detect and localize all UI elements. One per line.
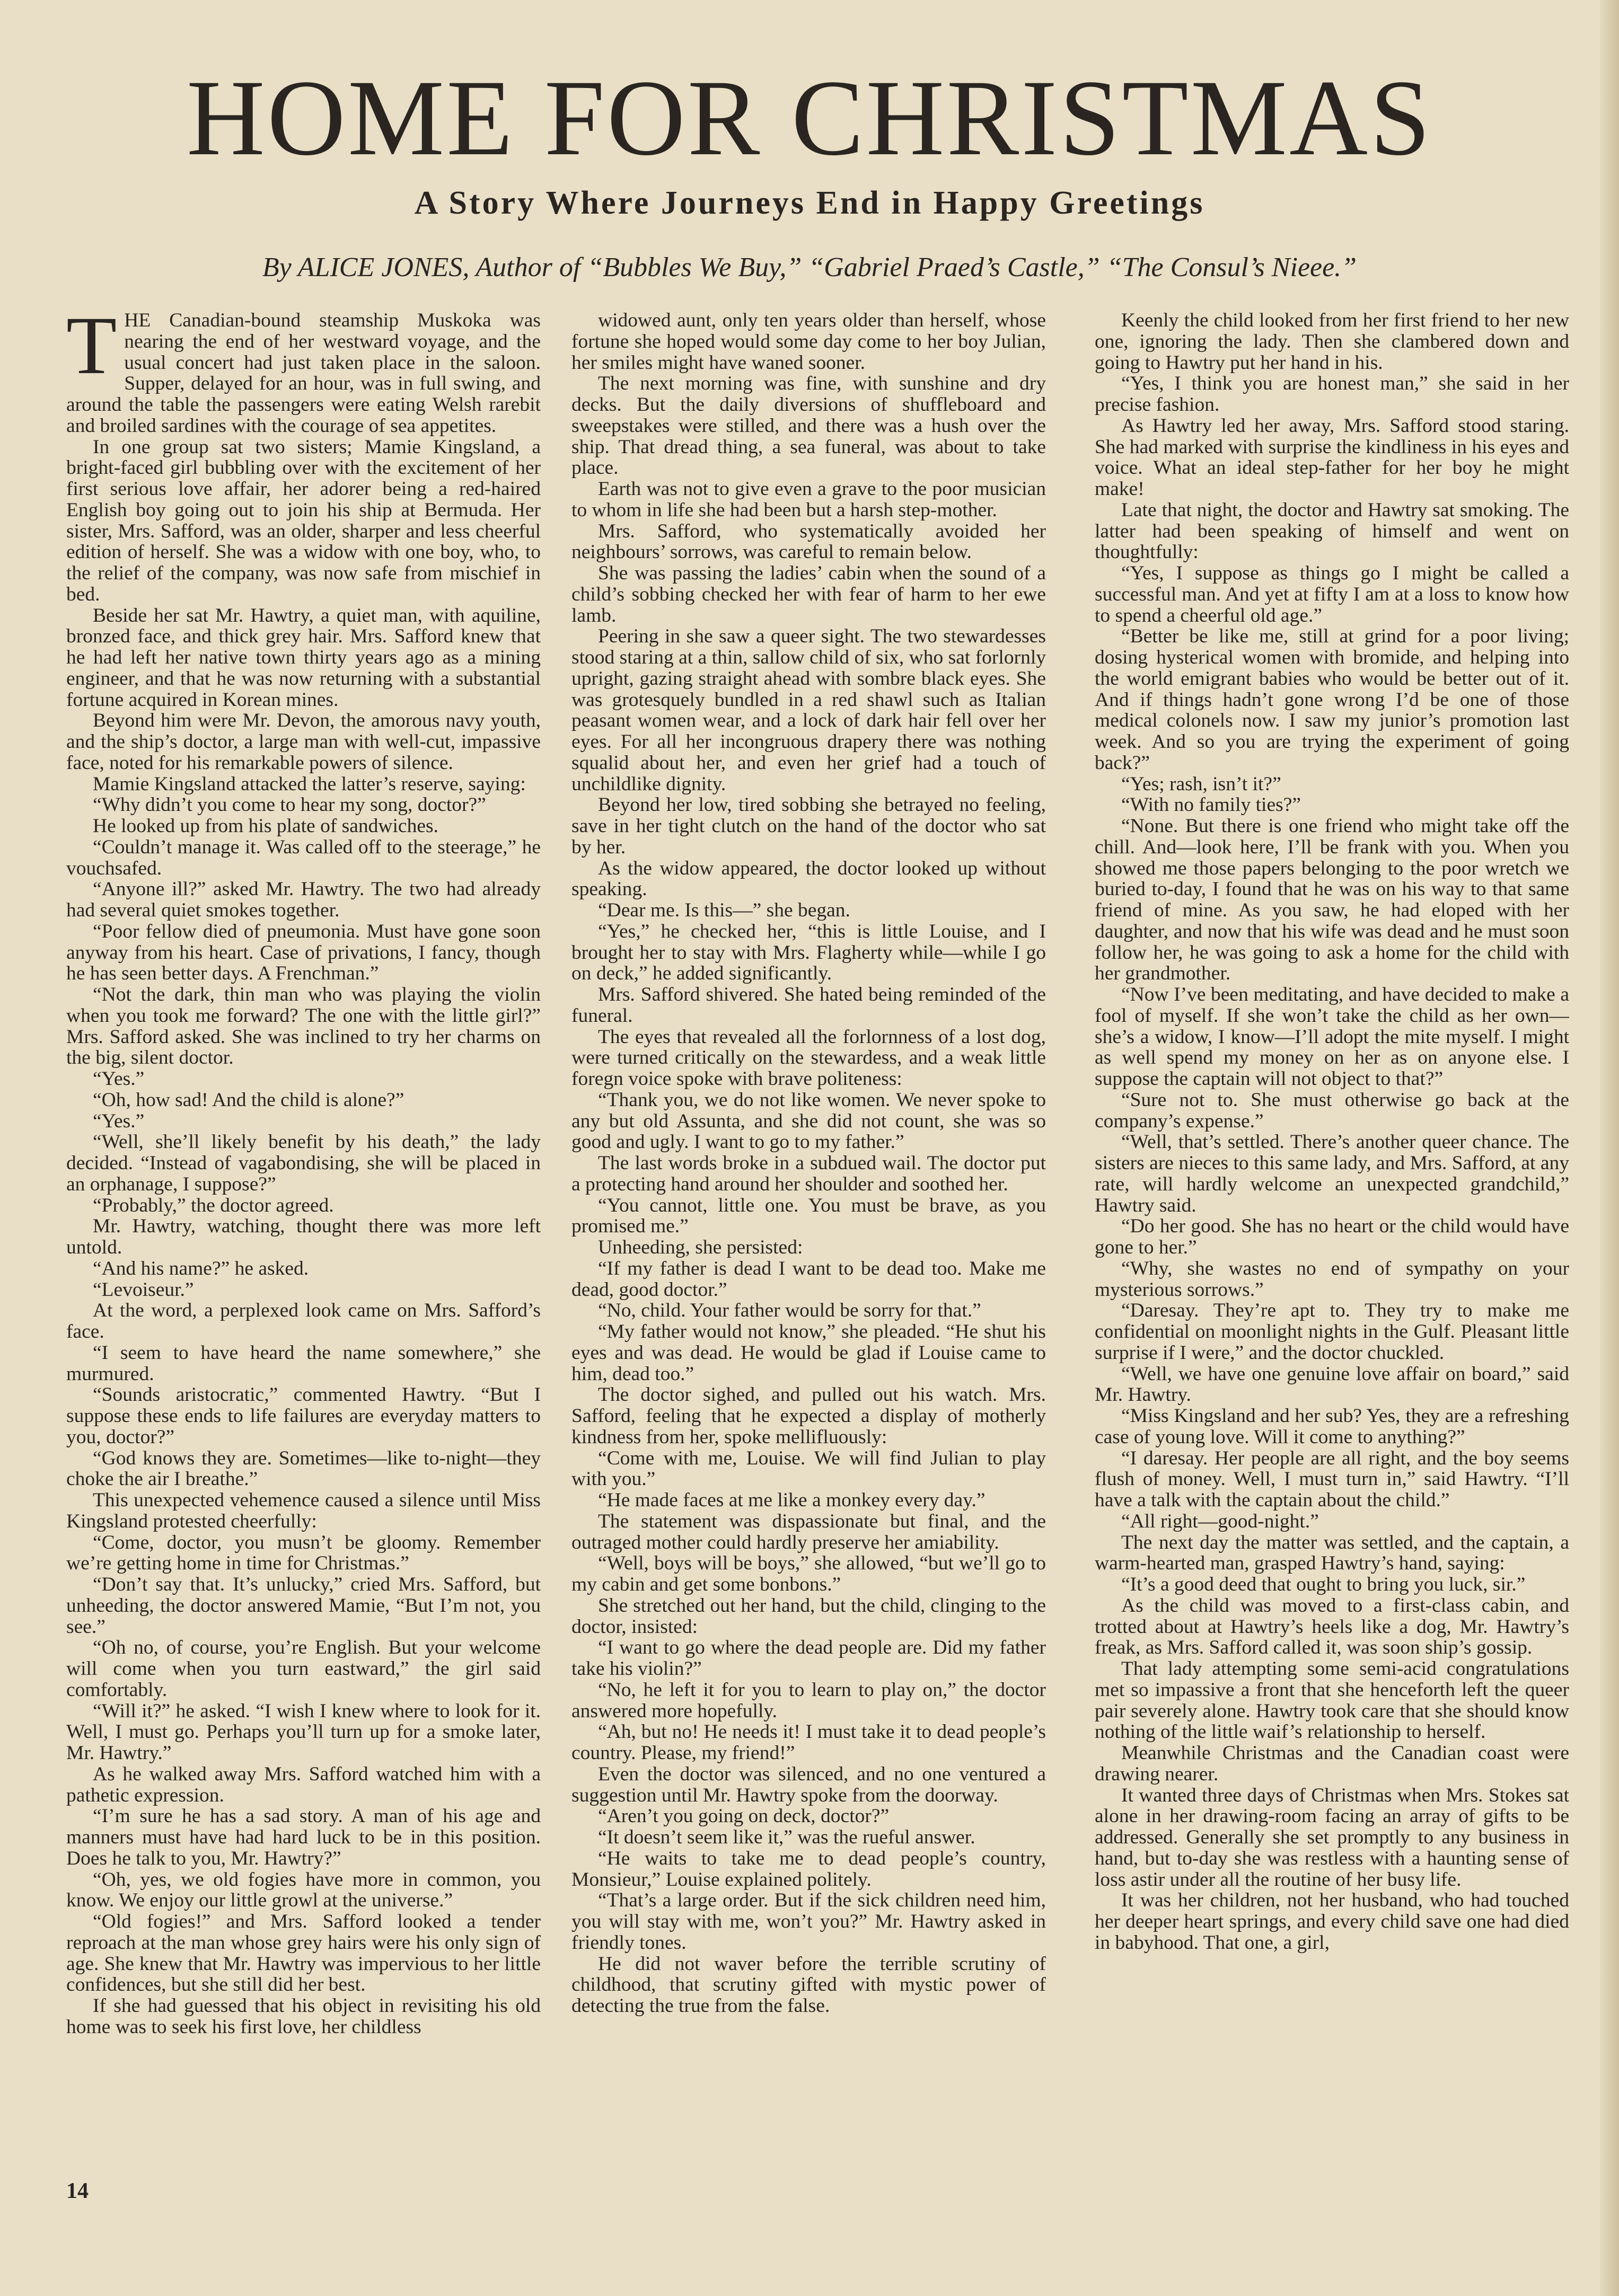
paragraph — [66, 310, 541, 437]
paragraph: Mamie Kingsland attacked the latter’s reserve, saying: — [93, 773, 526, 795]
paragraph: “All right—good-night.” — [1121, 1510, 1319, 1532]
paragraph: “Will it?” he asked. “I wish I knew where to look for it. Well, I must go. Perhaps you’ll turn up for a smoke later, Mr. Hawtry.” — [66, 1700, 541, 1764]
paragraph: “Well, boys will be boys,” she allowed, “but we’ll go to my cabin and get some bonbons.” — [571, 1552, 1046, 1595]
paragraph: “Come, doctor, you musn’t be gloomy. Remember we’re getting home in time for Christmas.” — [66, 1531, 541, 1575]
paragraph: “Well, that’s settled. There’s another queer chance. The sisters are nieces to this same lady, and Mrs. Safford, at any rate, will hardly welcome an unexpected grandchild,” Hawtry said. — [1095, 1131, 1569, 1216]
paragraph: “It doesn’t seem like it,” was the rueful answer. — [598, 1826, 975, 1848]
paragraph: “Sounds aristocratic,” commented Hawtry. “But I suppose these ends to life failures are everyday matters to you, doctor?” — [66, 1384, 541, 1448]
paragraph: “He waits to take me to dead people’s country, Monsieur,” Louise explained politely. — [571, 1847, 1046, 1891]
paragraph: He looked up from his plate of sandwiches. — [93, 815, 438, 837]
paragraph: “If my father is dead I want to be dead too. Make me dead, good doctor.” — [571, 1257, 1046, 1301]
page-edge — [1600, 0, 1619, 2296]
paragraph: “Ah, but no! He needs it! I must take it to dead people’s country. Please, my friend!” — [571, 1721, 1046, 1764]
paragraph: Unheeding, she persisted: — [598, 1237, 803, 1258]
paragraph: In one group sat two sisters; Mamie Kingsland, a bright-faced girl bubbling over with the excitement of her first serious love affair, her adorer being a red-haired English boy going out to join his ship at Bermuda. Her sister, Mrs. Safford, was an older, sharper and less cheerful edition of herself. She was a widow with one boy, who, to the relief of the company, was now safe from mischief in bed. — [66, 436, 541, 605]
paragraph: “And his name?” he asked. — [93, 1257, 309, 1279]
paragraph: “Why didn’t you come to hear my song, doctor?” — [93, 794, 486, 816]
paragraph: “Oh no, of course, you’re English. But your welcome will come when you turn eastward,” the girl said comfortably. — [66, 1637, 541, 1701]
paragraph: “Daresay. They’re apt to. They try to make me confidential on moonlight nights in the Gulf. Pleasant little surprise if I were,” and the doctor chuckled. — [1095, 1300, 1569, 1364]
paragraph: “Better be like me, still at grind for a poor living; dosing hysterical women with bromide, and helping into the world emigrant babies who would be better out of it. And if things hadn’t gone wrong I’d be one of those medical colonels now. I saw my junior’s promotion last week. And so you are trying the experiment of going back?” — [1095, 625, 1569, 774]
paragraph: The eyes that revealed all the forlornness of a lost dog, were turned critically on the stewardess, and a weak little foregn voice spoke with brave politeness: — [571, 1026, 1046, 1090]
paragraph: “Do her good. She has no heart or the child would have gone to her.” — [1095, 1215, 1569, 1258]
paragraph: “Poor fellow died of pneumonia. Must have gone soon anyway from his heart. Case of privations, I fancy, though he has seen better days. A Frenchman.” — [66, 920, 541, 985]
paragraph: It was her children, not her husband, who had touched her deeper heart springs, and every child save one had died in babyhood. That one, a girl, — [1095, 1889, 1569, 1954]
paragraph: Beside her sat Mr. Hawtry, a quiet man, with aquiline, bronzed face, and thick grey hair. Mrs. Safford knew that he had left her native town thirty years ago as a mining engineer, and that he was now returning with a substantial fortune acquired in Korean mines. — [66, 604, 541, 711]
paragraph: The next morning was fine, with sunshine and dry decks. But the daily diversions of shuffleboard and sweepstakes were stilled, and there was a hush over the ship. That dread thing, a sea funeral, was about to take place. — [571, 373, 1046, 479]
paragraph: “I daresay. Her people are all right, and the boy seems flush of money. Well, I must turn in,” said Hawtry. “I’ll have a talk with the captain about the child.” — [1095, 1447, 1569, 1511]
paragraph: As Hawtry led her away, Mrs. Safford stood staring. She had marked with surprise the kindliness in his eyes and voice. What an ideal step-father for her boy he might make! — [1095, 414, 1569, 500]
paragraph-text: HE Canadian-bound steamship Muskoka was nearing the end of her westward voyage, and the usual concert had just taken place in the saloon. Supper, delayed for an hour, was in full swing, and around the table the passengers were eating Welsh rarebit and broiled sardines with the courage of sea appetites. — [66, 310, 541, 437]
article-byline: By ALICE JONES, Author of “Bubbles We Buy,” “Gabriel Praed’s Castle,” “The Consul’s Nieee.” — [262, 252, 1357, 282]
paragraph: “Yes,” he checked her, “this is little Louise, and I brought her to stay with Mrs. Flagherty while—while I go on deck,” he added significantly. — [571, 920, 1046, 985]
paragraph: “With no family ties?” — [1121, 794, 1301, 816]
paragraph: She stretched out her hand, but the child, clinging to the doctor, insisted: — [571, 1594, 1046, 1638]
text-column-1 — [66, 310, 541, 2160]
paragraph: “Why, she wastes no end of sympathy on your mysterious sorrows.” — [1095, 1257, 1569, 1301]
paragraph: “Now I’ve been meditating, and have decided to make a fool of myself. If she won’t take the child as her own—she’s a widow, I know—I’ll adopt the mite myself. I might as well spend my money on her as on anyone else. I suppose the captain will not object to that?” — [1095, 984, 1569, 1090]
paragraph: “Levoiseur.” — [93, 1278, 194, 1301]
paragraph: Peering in she saw a queer sight. The two stewardesses stood staring at a thin, sallow child of six, who sat forlornly upright, gazing straight ahead with sombre black eyes. She was grotesquely bundled in a red shawl such as Italian peasant women wear, and a lock of dark hair fell over her eyes. For all her incongruous drapery there was nothing squalid about her, and even her grief had a touch of unchildlike dignity. — [571, 625, 1046, 795]
paragraph: That lady attempting some semi-acid congratulations met so impassive a front that she henceforth left the queer pair severely alone. Hawtry took care that she should know nothing of the little waif’s relationship to herself. — [1095, 1658, 1569, 1743]
paragraph: As the widow appeared, the doctor looked up without speaking. — [571, 857, 1046, 900]
paragraph: “Oh, how sad! And the child is alone?” — [93, 1089, 404, 1111]
text-column-2 — [571, 310, 1046, 2160]
paragraph: “Thank you, we do not like women. We never spoke to any but old Assunta, and she did not count, she was so good and ugly. I want to go to my father.” — [571, 1089, 1046, 1153]
paragraph: “Oh, yes, we old fogies have more in common, you know. We enjoy our little growl at the universe.” — [66, 1868, 541, 1912]
paragraph: “That’s a large order. But if the sick children need him, you will stay with me, won’t you?” Mr. Hawtry asked in friendly tones. — [571, 1889, 1046, 1954]
paragraph: “Sure not to. She must otherwise go back at the company’s expense.” — [1095, 1089, 1569, 1132]
paragraph: As the child was moved to a first-class cabin, and trotted about at Hawtry’s heels like a dog, Mr. Hawtry’s freak, as Mrs. Safford called it, was soon ship’s gossip. — [1095, 1594, 1569, 1659]
paragraph: widowed aunt, only ten years older than herself, whose fortune she hoped would some day come to her boy Julian, her smiles might have waned sooner. — [571, 310, 1046, 374]
paragraph: Even the doctor was silenced, and no one ventured a suggestion until Mr. Hawtry spoke from the doorway. — [571, 1763, 1046, 1806]
paragraph: “Yes, I suppose as things go I might be called a successful man. And yet at fifty I am at a loss to know how to spend a cheerful old age.” — [1095, 562, 1569, 626]
paragraph: The doctor sighed, and pulled out his watch. Mrs. Safford, feeling that he expected a display of motherly kindness from her, spoke mellifluously: — [571, 1384, 1046, 1448]
paragraph: If she had guessed that his object in revisiting his old home was to seek his first love, her childless — [66, 1995, 541, 2038]
article-title: HOME FOR CHRISTMAS — [186, 58, 1433, 178]
paragraph: “I’m sure he has a sad story. A man of his age and manners must have had hard luck to be in this position. Does he talk to you, Mr. Hawtry?” — [66, 1805, 541, 1869]
paragraph: “Well, we have one genuine love affair on board,” said Mr. Hawtry. — [1095, 1363, 1569, 1406]
drop-cap: T — [66, 310, 117, 391]
paragraph: He did not waver before the terrible scrutiny of childhood, that scrutiny gifted with mystic power of detecting the true from the false. — [571, 1953, 1046, 2017]
paragraph: “Old fogies!” and Mrs. Safford looked a tender reproach at the man whose grey hairs were his only sign of age. She knew that Mr. Hawtry was impervious to her little confidences, but she still did her best. — [66, 1911, 541, 1996]
paragraph: Keenly the child looked from her first friend to her new one, ignoring the lady. Then she clambered down and going to Hawtry put her hand in his. — [1095, 310, 1569, 374]
paragraph: “Probably,” the doctor agreed. — [93, 1194, 334, 1216]
paragraph: “It’s a good deed that ought to bring you luck, sir.” — [1121, 1574, 1526, 1595]
paragraph: She was passing the ladies’ cabin when the sound of a child’s sobbing checked her with fear of harm to her ewe lamb. — [571, 562, 1046, 626]
paragraph: “Well, she’ll likely benefit by his death,” the lady decided. “Instead of vagabondising, she will be placed in an orphanage, I suppose?” — [66, 1131, 541, 1195]
article-subtitle: A Story Where Journeys End in Happy Greetings — [414, 185, 1205, 221]
paragraph: At the word, a perplexed look came on Mrs. Safford’s face. — [66, 1300, 541, 1343]
paragraph: “No, he left it for you to learn to play on,” the doctor answered more hopefully. — [571, 1679, 1046, 1722]
paragraph: “You cannot, little one. You must be brave, as you promised me.” — [571, 1194, 1046, 1238]
paragraph: “Anyone ill?” asked Mr. Hawtry. The two had already had several quiet smokes together. — [66, 878, 541, 921]
paragraph: As he walked away Mrs. Safford watched him with a pathetic expression. — [66, 1763, 541, 1806]
paragraph: Mr. Hawtry, watching, thought there was more left untold. — [66, 1215, 541, 1258]
paragraph: Meanwhile Christmas and the Canadian coast were drawing nearer. — [1095, 1742, 1569, 1785]
paragraph: “No, child. Your father would be sorry for that.” — [598, 1300, 981, 1322]
paragraph: “My father would not know,” she pleaded. “He shut his eyes and was dead. He would be glad if Louise came to him, dead too.” — [571, 1321, 1046, 1385]
paragraph: “He made faces at me like a monkey every day.” — [598, 1489, 986, 1511]
paragraph: “Yes; rash, isn’t it?” — [1121, 773, 1281, 795]
paragraph: Earth was not to give even a grave to the poor musician to whom in life she had been but a harsh step-mother. — [571, 478, 1046, 521]
paragraph: Mrs. Safford, who systematically avoided her neighbours’ sorrows, was careful to remain below. — [571, 520, 1046, 563]
paragraph: “None. But there is one friend who might take off the chill. And—look here, I’ll be frank with you. When you showed me those papers belonging to the poor wretch we buried to-day, I found that he was on his way to that same friend of mine. As you saw, he had eloped with her daughter, and now that his wife was dead and he must soon follow her, he was going to ask a home for the child with her grandmother. — [1095, 815, 1569, 985]
paragraph: The last words broke in a subdued wail. The doctor put a protecting hand around her shoulder and soothed her. — [571, 1152, 1046, 1195]
paragraph: “God knows they are. Sometimes—like to-night—they choke the air I breathe.” — [66, 1447, 541, 1490]
paragraph: “Don’t say that. It’s unlucky,” cried Mrs. Safford, but unheeding, the doctor answered Mamie, “But I’m not, you see.” — [66, 1574, 541, 1638]
paragraph: The statement was dispassionate but final, and the outraged mother could hardly preserve her amiability. — [571, 1510, 1046, 1553]
paragraph: “Yes.” — [93, 1110, 145, 1132]
paragraph: It wanted three days of Christmas when Mrs. Stokes sat alone in her drawing-room facing an array of gifts to be addressed. Generally she set promptly to any business in hand, but to-day she was restless with a haunting sense of loss astir under all the routine of her busy life. — [1095, 1784, 1569, 1891]
paragraph: “Come with me, Louise. We will find Julian to play with you.” — [571, 1447, 1046, 1490]
paragraph: Beyond her low, tired sobbing she betrayed no feeling, save in her tight clutch on the hand of the doctor who sat by her. — [571, 794, 1046, 858]
paragraph: “Yes, I think you are honest man,” she said in her precise fashion. — [1095, 373, 1569, 416]
paragraph: “Dear me. Is this—” she began. — [598, 899, 850, 921]
paragraph: The next day the matter was settled, and the captain, a warm-hearted man, grasped Hawtry’s hand, saying: — [1095, 1531, 1569, 1575]
page-number: 14 — [66, 2179, 89, 2203]
paragraph: “Miss Kingsland and her sub? Yes, they are a refreshing case of young love. Will it come to anything?” — [1095, 1405, 1569, 1448]
paragraph: Late that night, the doctor and Hawtry sat smoking. The latter had been speaking of himself and went on thoughtfully: — [1095, 499, 1569, 563]
paragraph: Beyond him were Mr. Devon, the amorous navy youth, and the ship’s doctor, a large man with well-cut, impassive face, noted for his remarkable powers of silence. — [66, 710, 541, 774]
paragraph: “Aren’t you going on deck, doctor?” — [598, 1805, 890, 1827]
paragraph: “Yes.” — [93, 1068, 145, 1090]
text-column-3 — [1095, 310, 1569, 2160]
paragraph: “I want to go where the dead people are. Did my father take his violin?” — [571, 1637, 1046, 1680]
paragraph: “Couldn’t manage it. Was called off to the steerage,” he vouchsafed. — [66, 836, 541, 879]
paragraph: “Not the dark, thin man who was playing the violin when you took me forward? The one with the little girl?” Mrs. Safford asked. She was inclined to try her charms on the big, silent doctor. — [66, 984, 541, 1069]
paragraph: “I seem to have heard the name somewhere,” she murmured. — [66, 1341, 541, 1385]
paragraph: Mrs. Safford shivered. She hated being reminded of the funeral. — [571, 984, 1046, 1027]
paragraph: This unexpected vehemence caused a silence until Miss Kingsland protested cheerfully: — [66, 1489, 541, 1532]
